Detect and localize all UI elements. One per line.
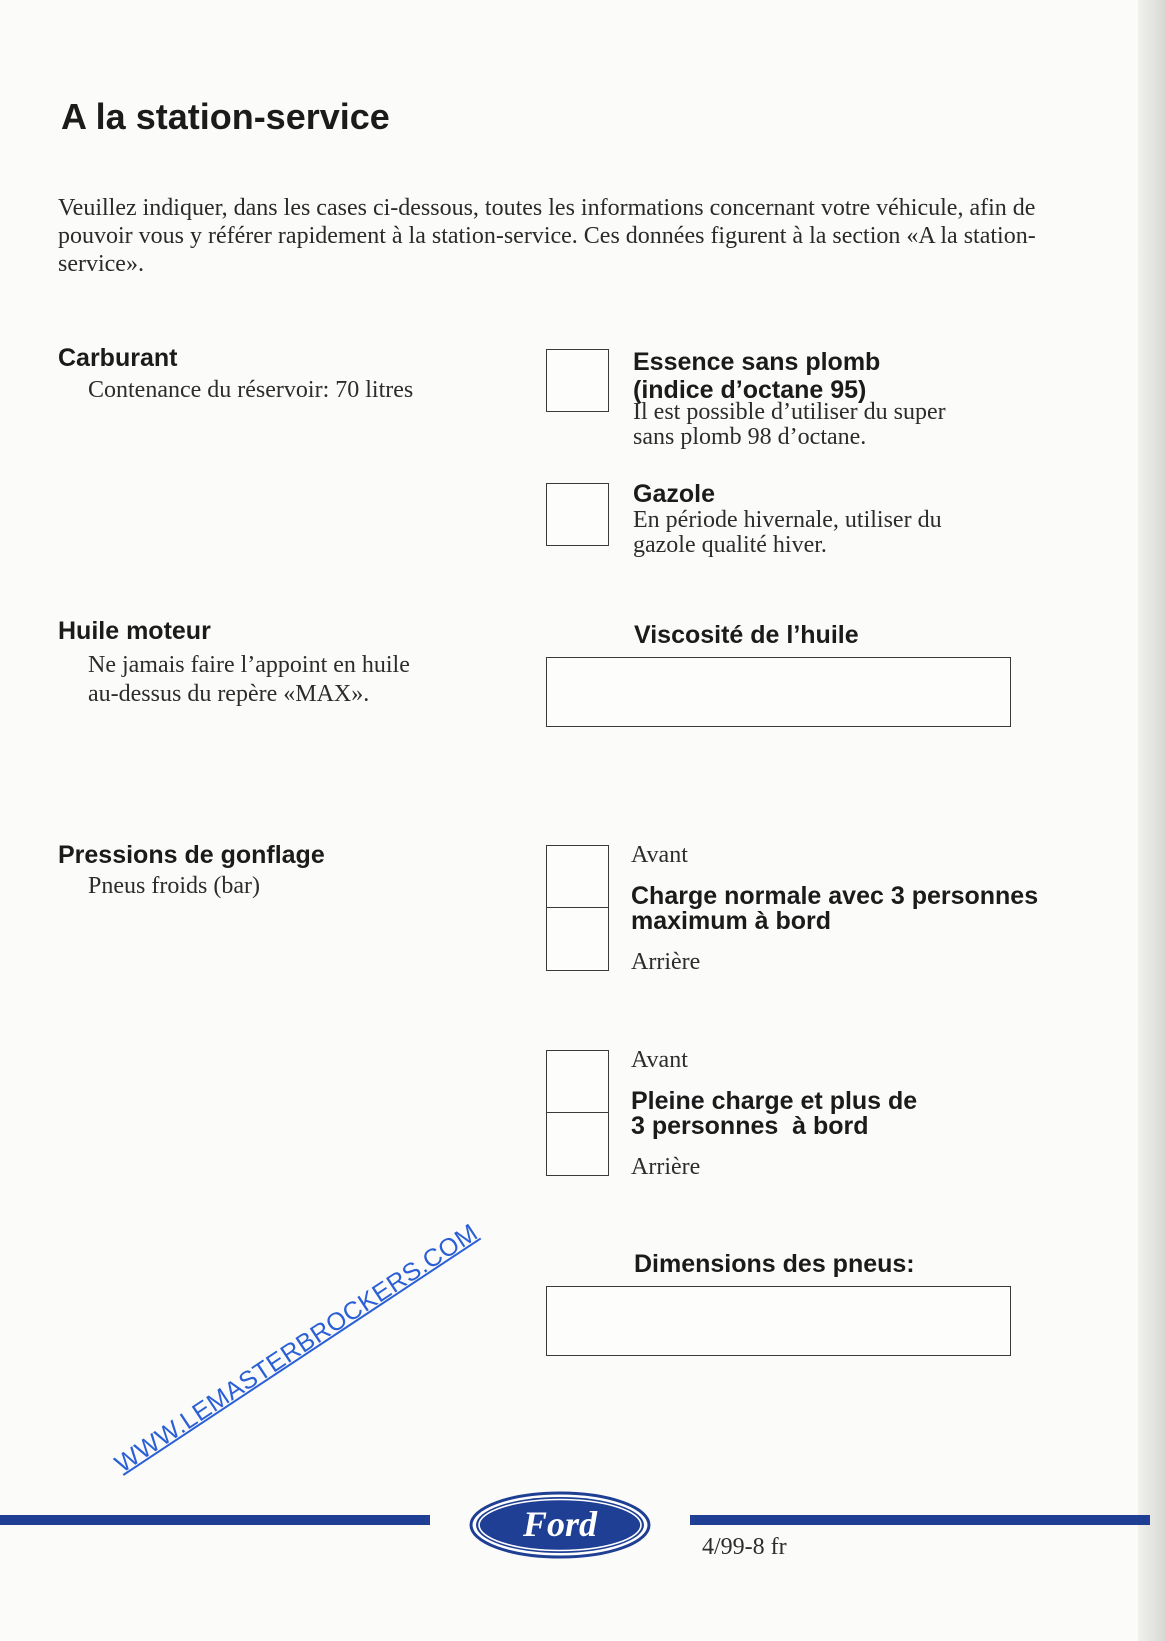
unleaded-option (633, 348, 946, 450)
normal-load-description (631, 884, 1038, 934)
footer-bar-right (690, 1515, 1150, 1525)
huile-note-line2: au-dessus du repère «MAX». (88, 681, 370, 707)
normal-load-front-label: Avant (631, 842, 688, 868)
document-number: 4/99-8 fr (702, 1534, 787, 1560)
unleaded-text-line1: Il est possible d’utiliser du super (633, 399, 946, 425)
normal-load-rear-field[interactable] (546, 907, 609, 971)
diesel-text-line1: En période hivernale, utiliser du (633, 507, 942, 533)
huile-note-line1: Ne jamais faire l’appoint en huile (88, 652, 410, 678)
diesel-checkbox[interactable] (546, 483, 609, 546)
viscosity-label: Viscosité de l’huile (634, 621, 859, 649)
carburant-heading: Carburant (58, 344, 178, 372)
full-load-front-label: Avant (631, 1047, 688, 1073)
full-load-front-field[interactable] (546, 1050, 609, 1114)
normal-load-line2: maximum à bord (631, 907, 832, 935)
unleaded-title-line1: Essence sans plomb (633, 348, 881, 376)
unleaded-title-line2: (indice d’octane 95) (633, 376, 867, 404)
normal-load-line1: Charge normale avec 3 personnes (631, 882, 1039, 910)
diesel-text-line2: gazole qualité hiver. (633, 532, 827, 558)
full-load-description (631, 1089, 917, 1139)
intro-paragraph: Veuillez indiquer, dans les cases ci-dessous, toutes les informations concernant votre véhicule, afin de pouvoir vous y référer rapidement à la station-service. Ces données figurent à la section «A la station-service». (58, 195, 1036, 277)
watermark-url: WWW.LEMASTERBROCKERS.COM (110, 1218, 483, 1479)
tyre-size-label: Dimensions des pneus: (634, 1250, 915, 1278)
full-load-line1: Pleine charge et plus de (631, 1087, 918, 1115)
unleaded-text-line2: sans plomb 98 d’octane. (633, 424, 867, 450)
full-load-line2: 3 personnes à bord (631, 1112, 869, 1140)
diesel-option (633, 480, 942, 558)
unleaded-checkbox[interactable] (546, 349, 609, 412)
pressions-note: Pneus froids (bar) (88, 873, 260, 899)
ford-logo-text: Ford (522, 1504, 598, 1544)
viscosity-field[interactable] (546, 657, 1011, 727)
ford-logo-icon (468, 1490, 652, 1560)
full-load-rear-field[interactable] (546, 1112, 609, 1176)
normal-load-front-field[interactable] (546, 845, 609, 909)
page-title: A la station-service (61, 96, 390, 137)
page-edge (1138, 0, 1166, 1641)
footer-bar-left (0, 1515, 430, 1525)
full-load-rear-label: Arrière (631, 1154, 701, 1180)
normal-load-rear-label: Arrière (631, 949, 701, 975)
tank-capacity-note: Contenance du réservoir: 70 litres (88, 377, 414, 403)
huile-heading: Huile moteur (58, 617, 211, 645)
tyre-size-field[interactable] (546, 1286, 1011, 1356)
diesel-title: Gazole (633, 480, 715, 508)
pressions-heading: Pressions de gonflage (58, 841, 325, 869)
